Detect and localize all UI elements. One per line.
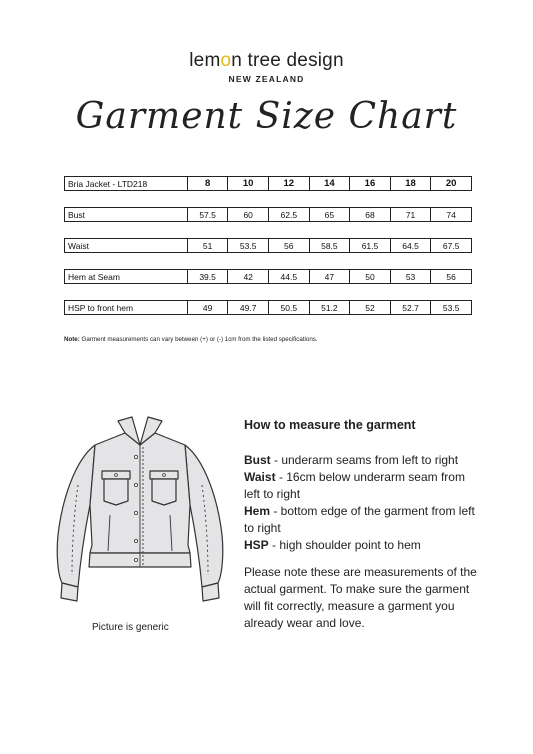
table-cell: 49.7	[227, 301, 268, 314]
table-cell: 52	[349, 301, 390, 314]
brand-country: NEW ZEALAND	[228, 74, 305, 84]
table-cell: 51	[187, 239, 228, 252]
table-row-bust	[64, 207, 472, 222]
size-header: 8	[187, 177, 228, 190]
table-cell: 56	[268, 239, 309, 252]
table-cell: 39.5	[187, 270, 228, 283]
table-row-hem	[64, 269, 472, 284]
table-cell: 57.5	[187, 208, 228, 221]
table-cell: 74	[430, 208, 471, 221]
table-cell: 53.5	[227, 239, 268, 252]
measure-item-hem: Hem - bottom edge of the garment from left to right	[244, 504, 475, 535]
size-header: 10	[227, 177, 268, 190]
size-table	[64, 176, 472, 331]
measurement-note: Note: Garment measurements can vary between (+) or (-) 1cm from the listed specifications.	[64, 336, 318, 343]
table-cell: 51.2	[309, 301, 350, 314]
measure-title: How to measure the garment	[244, 418, 416, 432]
size-header: 18	[390, 177, 431, 190]
table-cell: 64.5	[390, 239, 431, 252]
row-label: Hem at Seam	[68, 271, 120, 282]
table-cell: 56	[430, 270, 471, 283]
table-row-hsp	[64, 300, 472, 315]
table-cell: 47	[309, 270, 350, 283]
row-label: HSP to front hem	[68, 302, 134, 313]
measure-item-hsp: HSP - high shoulder point to hem	[244, 538, 421, 552]
page-title: Garment Size Chart	[75, 96, 458, 137]
size-header: 20	[430, 177, 471, 190]
brand-logo: lemon tree design	[189, 50, 344, 71]
size-header: 12	[268, 177, 309, 190]
table-cell: 52.7	[390, 301, 431, 314]
table-cell: 71	[390, 208, 431, 221]
table-cell: 53.5	[430, 301, 471, 314]
table-cell: 53	[390, 270, 431, 283]
measure-item-bust: Bust - underarm seams from left to right	[244, 453, 459, 467]
table-product-label: Bria Jacket - LTD218	[68, 178, 148, 189]
size-header: 14	[309, 177, 350, 190]
table-cell: 61.5	[349, 239, 390, 252]
table-cell: 62.5	[268, 208, 309, 221]
size-header: 16	[349, 177, 390, 190]
row-label: Bust	[68, 209, 86, 220]
measure-item-waist: Waist - 16cm below underarm seam from left to right	[244, 470, 465, 501]
table-cell: 49	[187, 301, 228, 314]
table-cell: 67.5	[430, 239, 471, 252]
table-cell: 50.5	[268, 301, 309, 314]
table-cell: 65	[309, 208, 350, 221]
table-row-waist	[64, 238, 472, 253]
table-cell: 60	[227, 208, 268, 221]
measure-note: Please note these are measurements of the actual garment. To make sure the garment will fit correctly, measure a garment you already wear and love.	[244, 565, 477, 630]
measure-guide	[244, 418, 484, 632]
picture-caption: Picture is generic	[92, 622, 169, 633]
jacket-illustration	[50, 405, 230, 620]
row-label: Waist	[68, 240, 89, 251]
table-cell: 50	[349, 270, 390, 283]
table-header-row	[64, 176, 472, 191]
table-cell: 58.5	[309, 239, 350, 252]
table-cell: 68	[349, 208, 390, 221]
table-cell: 42	[227, 270, 268, 283]
table-cell: 44.5	[268, 270, 309, 283]
